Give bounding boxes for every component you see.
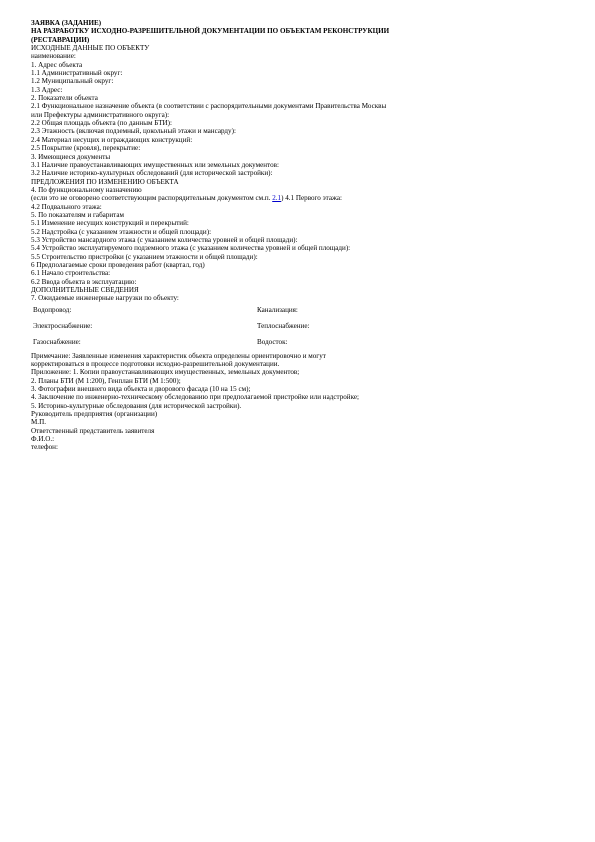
stamp-mark: М.П. — [31, 418, 46, 427]
item-5-3: 5.3 Устройство мансардного этажа (с указанием количества уровней и общей площади): — [31, 235, 298, 244]
item-2-2: 2.2 Общая площадь объекта (по данным БТИ): — [31, 119, 173, 128]
appendix-4: 4. Заключение по инженерно-техническому обследованию при предполагаемой пристройке или надстройке; — [31, 393, 359, 402]
item-5-4: 5.4 Устройство эксплуатируемого подземного этажа (с указанием количества уровней и общей площади): — [31, 244, 351, 253]
utilities-row-1 — [31, 306, 563, 317]
water-label: Водопровод: — [33, 305, 72, 314]
item-2: 2. Показатели объекта — [31, 94, 98, 103]
item-7: 7. Ожидаемые инженерные нагрузки по объекту: — [31, 294, 179, 303]
reference-link-2-1[interactable]: 2.1 — [272, 194, 282, 203]
item-5-2: 5.2 Надстройка (с указанием этажности и общей площади): — [31, 227, 212, 236]
item-5-5: 5.5 Строительство пристройки (с указанием этажности и общей площади): — [31, 252, 258, 261]
document-page — [31, 19, 563, 452]
item-4-2: 4.2 Подвального этажа: — [31, 202, 102, 211]
drain-label: Водосток: — [257, 337, 288, 346]
item-3-2: 3.2 Наличие историко-культурных обследований (для исторической застройки): — [31, 169, 273, 178]
item-2-1: 2.1 Функциональное назначение объекта (в соответствии с распорядительными документами Правительства Москвы — [31, 102, 387, 111]
item-5: 5. По показателям и габаритам — [31, 210, 125, 219]
item-6-2: 6.2 Ввода объекта в эксплуатацию: — [31, 277, 137, 286]
item-1: 1. Адрес объекта — [31, 60, 83, 69]
section-heading-extra: ДОПОЛНИТЕЛЬНЫЕ СВЕДЕНИЯ — [31, 286, 139, 294]
representative-label: Ответственный представитель заявителя — [31, 426, 155, 435]
item-2-1-cont: или Префектуры административного округа): — [31, 110, 170, 119]
item-3: 3. Имеющиеся документы — [31, 152, 111, 161]
item-4-1 — [31, 194, 563, 202]
item-6: 6 Предполагаемые сроки проведения работ (квартал, год) — [31, 260, 205, 269]
phone-label: телефон: — [31, 443, 58, 452]
heat-label: Теплоснабжение: — [257, 321, 310, 330]
item-1-3: 1.3 Адрес: — [31, 85, 63, 94]
form-subtitle: НА РАЗРАБОТКУ ИСХОДНО-РАЗРЕШИТЕЛЬНОЙ ДОКУМЕНТАЦИИ ПО ОБЪЕКТАМ РЕКОНСТРУКЦИИ — [31, 27, 390, 36]
note-line-2: корректироваться в процессе подготовки исходно-разрешительной документации. — [31, 360, 280, 369]
item-4-1-text: (если это не оговорено соответствующим распорядительным документом см.п. — [31, 194, 273, 203]
item-1-1: 1.1 Административный округ: — [31, 69, 123, 78]
utilities-row-2 — [31, 322, 563, 333]
section-heading-initial: ИСХОДНЫЕ ДАННЫЕ ПО ОБЪЕКТУ — [31, 44, 150, 53]
sewer-label: Канализация: — [257, 305, 298, 314]
electric-label: Электроснабжение: — [33, 321, 93, 330]
signature-head: Руководитель предприятия (организации) — [31, 410, 158, 419]
item-2-4: 2.4 Материал несущих и ограждающих конструкций: — [31, 135, 193, 144]
item-1-2: 1.2 Муниципальный округ: — [31, 77, 114, 86]
appendix-1: Приложение: 1. Копии правоустанавливающих имущественных, земельных документов; — [31, 368, 300, 377]
item-6-1: 6.1 Начало строительства: — [31, 269, 111, 278]
name-label: наименование: — [31, 52, 76, 61]
item-2-3: 2.3 Этажность (включая подземный, цокольный этажи и мансарду): — [31, 127, 236, 136]
item-2-5: 2.5 Покрытие (кровля), перекрытие: — [31, 144, 141, 153]
appendix-5: 5. Историко-культурные обследования (для исторической застройки). — [31, 401, 242, 410]
form-title: ЗАЯВКА (ЗАДАНИЕ) — [31, 19, 102, 27]
note-line-1: Примечание: Заявленные изменения характеристик объекта определены ориентировочно и могут — [31, 351, 326, 360]
item-4-1-text-end: ) 4.1 Первого этажа: — [281, 194, 342, 203]
item-5-1: 5.1 Изменение несущих конструкций и перекрытий: — [31, 219, 189, 228]
item-4: 4. По функциональному назначению — [31, 185, 142, 194]
fio-label: Ф.И.О.: — [31, 435, 55, 444]
appendix-3: 3. Фотографии внешнего вида объекта и дворового фасада (10 на 15 см); — [31, 385, 251, 394]
section-heading-proposals: ПРЕДЛОЖЕНИЯ ПО ИЗМЕНЕНИЮ ОБЪЕКТА — [31, 177, 179, 186]
appendix-2: 2. Планы БТИ (М 1:200), Генплан БТИ (М 1:500); — [31, 376, 181, 385]
gas-label: Газоснабжение: — [33, 337, 81, 346]
form-subtitle-cont: (РЕСТАВРАЦИИ) — [31, 35, 90, 44]
utilities-row-3 — [31, 338, 563, 349]
item-3-1: 3.1 Наличие правоустанавливающих имущественных или земельных документов: — [31, 160, 279, 169]
